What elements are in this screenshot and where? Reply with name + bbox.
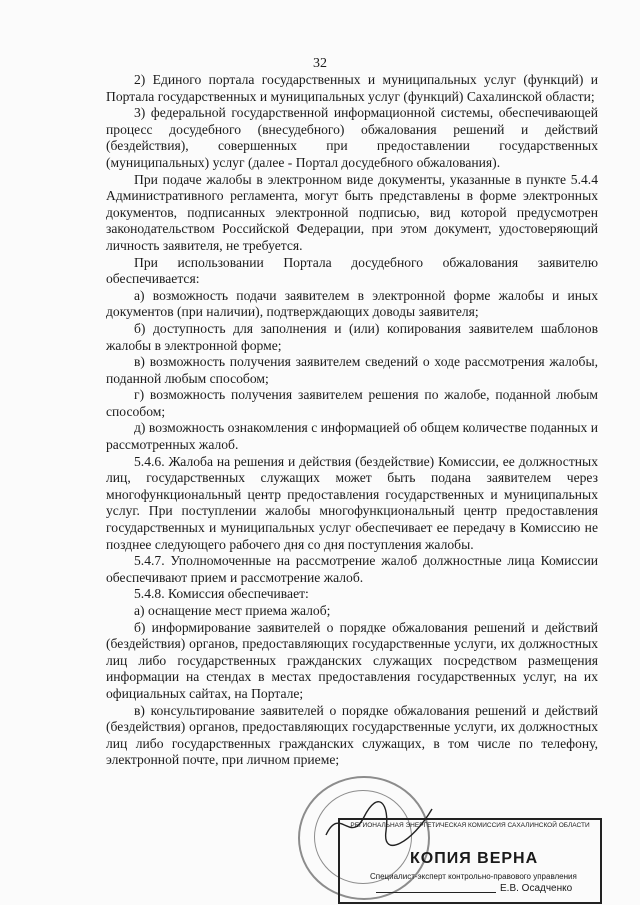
list-item: а) возможность подачи заявителем в электронной форме жалобы и иных документов (при наличии), подтверждающих доводы заявителя; — [106, 287, 598, 320]
page-number: 32 — [313, 56, 327, 71]
stamp-role: Специалист-эксперт контрольно-правового управления — [370, 872, 577, 881]
paragraph: 5.4.8. Комиссия обеспечивает: — [134, 586, 309, 602]
list-item: г) возможность получения заявителем решения по жалобе, поданной любым способом; — [106, 387, 598, 419]
list-item: б) доступность для заполнения и (или) копирования заявителем шаблонов жалобы в электронной форме; — [106, 320, 598, 353]
stamp-name: Е.В. Осадченко — [500, 883, 573, 894]
paragraph: 2) Единого портала государственных и муниципальных услуг (функций) и Портала государственных и муниципальных услуг (функций) Сахалинской области; — [106, 72, 598, 104]
stamp-title: КОПИЯ ВЕРНА — [410, 850, 539, 867]
document-body — [106, 72, 598, 769]
paragraph: 5.4.7. Уполномоченные на рассмотрение жалоб должностные лица Комиссии обеспечивают прием и рассмотрение жалоб. — [106, 553, 598, 585]
list-item: в) консультирование заявителей о порядке обжалования решений и действий (бездействия) органов, предоставляющих государственные услуги, их должностных лиц либо государственных гражданских служащих, в том числе по телефону, электронной почте, при личном приеме; — [106, 702, 598, 768]
list-item: б) информирование заявителей о порядке обжалования решений и действий (бездействия) органов, предоставляющих государственные услуги, их должностных лиц либо государственных гражданских служащих посредством размещения информации на стендах в местах предоставления государственных услуг, на их официальных сайтах, на Портале; — [106, 619, 598, 701]
paragraph: При использовании Портала досудебного обжалования заявителю обеспечивается: — [106, 254, 598, 287]
paragraph: 5.4.6. Жалоба на решения и действия (бездействие) Комиссии, ее должностных лиц, государственных служащих может быть подана заявителем через многофункциональный центр предоставления государственных и муниципальных услуг. При поступлении жалобы многофункциональный центр предоставления государственных и муниципальных услуг обеспечивает ее передачу в Комиссию не позднее следующего рабочего дня со дня поступления жалобы. — [106, 453, 598, 552]
paragraph: При подаче жалобы в электронном виде документы, указанные в пункте 5.4.4 Административного регламента, могут быть представлены в форме электронных документов, подписанных электронной подписью, вид которой предусмотрен законодательством Российской Федерации, при этом документ, удостоверяющий личность заявителя, не требуется. — [106, 171, 598, 253]
list-item: а) оснащение мест приема жалоб; — [134, 603, 331, 618]
list-item: д) возможность ознакомления с информацией об общем количестве поданных и рассмотренных жалоб. — [106, 420, 598, 453]
certification-stamp — [338, 818, 602, 904]
stamp-org-line: РЕГИОНАЛЬНАЯ ЭНЕРГЕТИЧЕСКАЯ КОМИССИЯ САХАЛИНСКОЙ ОБЛАСТИ — [350, 822, 590, 829]
paragraph: 3) федеральной государственной информационной системы, обеспечивающей процесс досудебного (внесудебного) обжалования решений и действий (бездействия), совершенных при предоставлении государственных (муниципальных) услуг (далее - Портал досудебного обжалования). — [106, 105, 598, 170]
signature-line — [376, 892, 496, 893]
list-item: в) возможность получения заявителем сведений о ходе рассмотрения жалобы, поданной любым способом; — [106, 354, 598, 386]
